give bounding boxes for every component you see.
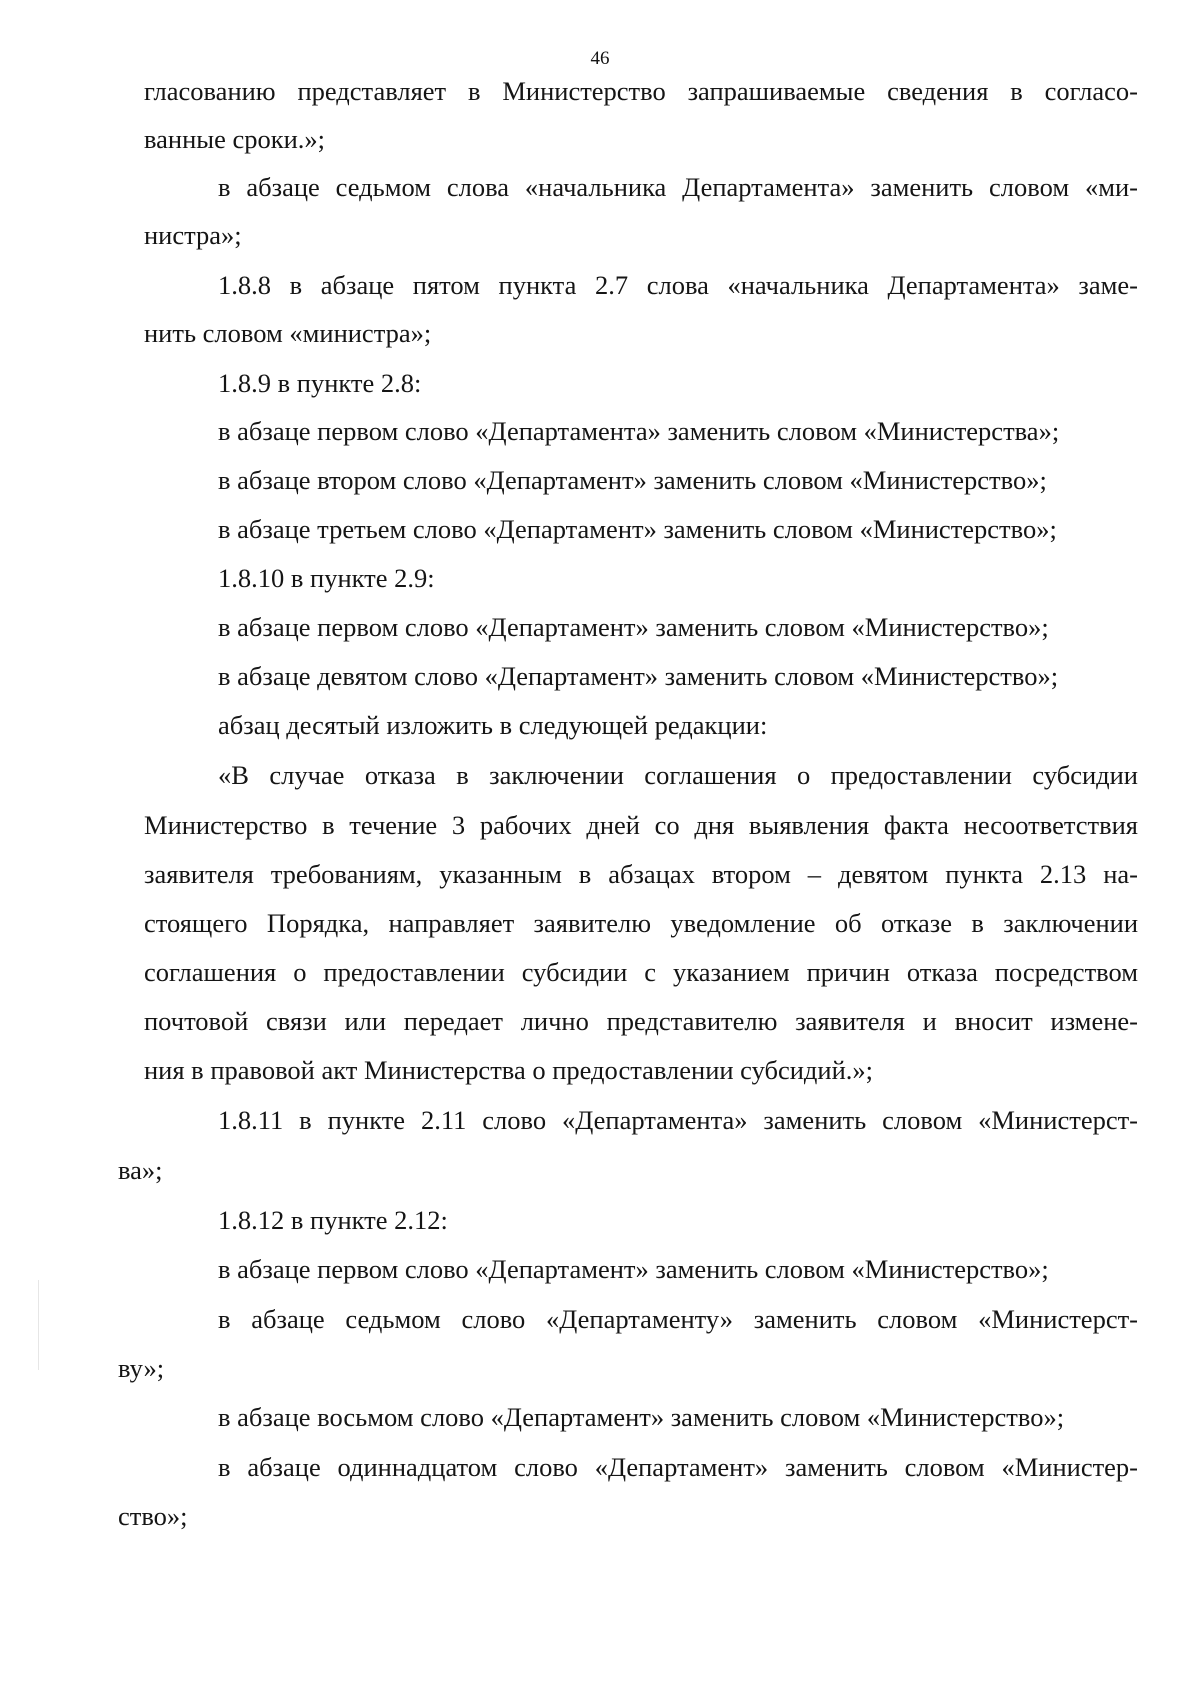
text-line: 1.8.9 в пункте 2.8:: [218, 368, 422, 398]
text-line: 1.8.8 в абзаце пятом пункта 2.7 слова «начальника Департамента» заме-: [218, 270, 1138, 300]
text-line: ство»;: [118, 1501, 188, 1531]
text-line: Министерство в течение 3 рабочих дней со дня выявления факта несоответствия: [144, 810, 1138, 840]
text-line: в абзаце первом слово «Департамент» заменить словом «Министерство»;: [218, 612, 1049, 642]
page-number: 46: [590, 48, 610, 69]
text-line: в абзаце первом слово «Департамента» заменить словом «Министерства»;: [218, 416, 1060, 446]
text-line: ва»;: [118, 1155, 163, 1185]
text-line: нить словом «министра»;: [144, 318, 432, 348]
text-line: 1.8.11 в пункте 2.11 слово «Департамента» заменить словом «Министерст-: [218, 1105, 1138, 1135]
text-line: абзац десятый изложить в следующей редакции:: [218, 710, 768, 740]
text-line: соглашения о предоставлении субсидии с указанием причин отказа посредством: [144, 957, 1138, 987]
text-line: в абзаце девятом слово «Департамент» заменить словом «Министерство»;: [218, 661, 1059, 691]
text-line: в абзаце одиннадцатом слово «Департамент» заменить словом «Министер-: [218, 1452, 1138, 1482]
text-line: в абзаце втором слово «Департамент» заменить словом «Министерство»;: [218, 465, 1047, 495]
text-line: ния в правовой акт Министерства о предоставлении субсидий.»;: [144, 1055, 874, 1085]
text-line: почтовой связи или передает лично представителю заявителя и вносит измене-: [144, 1006, 1138, 1036]
text-line: в абзаце седьмом слова «начальника Департамента» заменить словом «ми-: [218, 172, 1138, 202]
text-line: ву»;: [118, 1353, 165, 1383]
text-line: в абзаце первом слово «Департамент» заменить словом «Министерство»;: [218, 1254, 1049, 1284]
text-line: 1.8.12 в пункте 2.12:: [218, 1205, 448, 1235]
text-line: заявителя требованиям, указанным в абзацах втором – девятом пункта 2.13 на-: [144, 859, 1138, 889]
text-line: стоящего Порядка, направляет заявителю уведомление об отказе в заключении: [144, 908, 1138, 938]
text-line: в абзаце третьем слово «Департамент» заменить словом «Министерство»;: [218, 514, 1057, 544]
text-line: в абзаце восьмом слово «Департамент» заменить словом «Министерство»;: [218, 1402, 1065, 1432]
text-line: 1.8.10 в пункте 2.9:: [218, 563, 435, 593]
text-line: ванные сроки.»;: [144, 124, 326, 154]
text-line: в абзаце седьмом слово «Департаменту» заменить словом «Министерст-: [218, 1304, 1138, 1334]
text-line: «В случае отказа в заключении соглашения о предоставлении субсидии: [218, 760, 1138, 790]
scan-edge-mark: [38, 1280, 39, 1370]
text-line: нистра»;: [144, 220, 242, 250]
text-line: гласованию представляет в Министерство запрашиваемые сведения в согласо-: [144, 76, 1138, 106]
